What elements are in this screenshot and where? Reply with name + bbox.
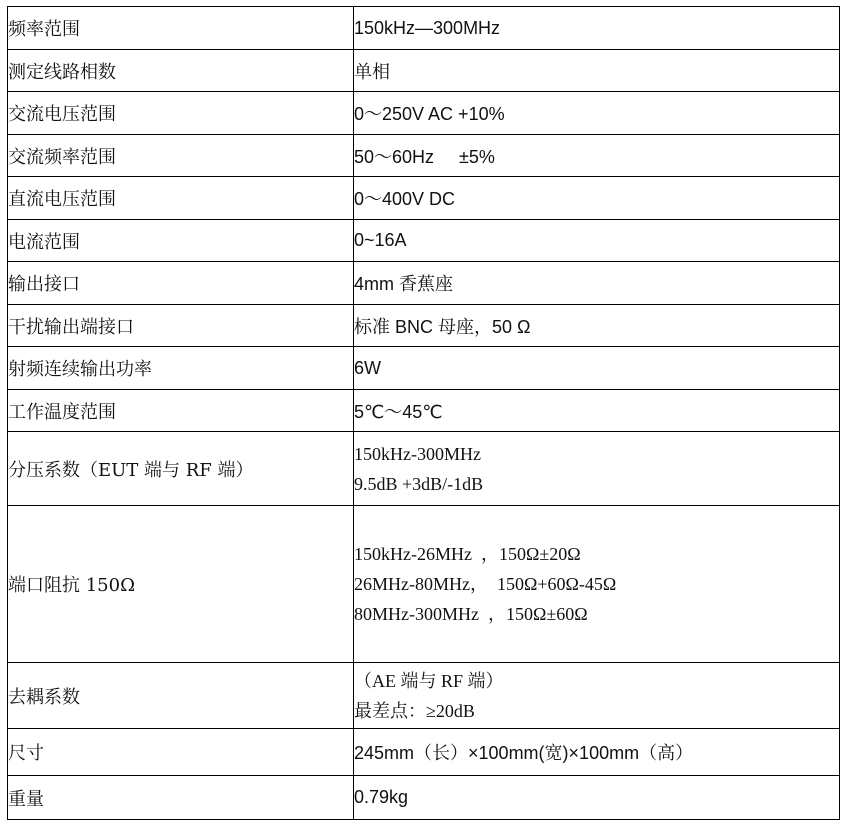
row-value: 245mm（长）×100mm(宽)×100mm（高） (354, 729, 840, 776)
table-row (8, 663, 840, 729)
row-value: 标准 BNC 母座，50 Ω (354, 305, 840, 347)
row-label: 交流频率范围 (8, 135, 354, 177)
table-row (8, 262, 840, 305)
row-label: 去耦系数 (8, 663, 354, 729)
value-line: 最差点：≥20dB (354, 700, 475, 721)
table-row (8, 432, 840, 506)
row-value: 0～250V AC +10% (354, 92, 840, 135)
value-line: 150kHz-300MHz (354, 443, 481, 464)
row-value: 50～60Hz ±5% (354, 135, 840, 177)
row-label: 工作温度范围 (8, 390, 354, 432)
row-value: 0~16A (354, 220, 840, 262)
row-label: 电流范围 (8, 220, 354, 262)
row-label: 频率范围 (8, 7, 354, 50)
spec-table (7, 6, 840, 820)
row-value (354, 506, 840, 663)
table-row (8, 50, 840, 92)
row-value (354, 663, 840, 729)
table-row (8, 506, 840, 663)
table-row (8, 776, 840, 820)
value-line: 9.5dB +3dB/-1dB (354, 473, 484, 494)
row-label: 输出接口 (8, 262, 354, 305)
row-label: 尺寸 (8, 729, 354, 776)
row-value: 单相 (354, 50, 840, 92)
table-row (8, 177, 840, 220)
row-value: 150kHz—300MHz (354, 7, 840, 50)
table-row (8, 92, 840, 135)
row-label: 直流电压范围 (8, 177, 354, 220)
row-value: 6W (354, 347, 840, 390)
row-label: 测定线路相数 (8, 50, 354, 92)
table-row (8, 390, 840, 432)
value-line: （AE 端与 RF 端） (354, 670, 504, 691)
row-value (354, 432, 840, 506)
row-label: 交流电压范围 (8, 92, 354, 135)
value-line: 80MHz-300MHz ，150Ω±60Ω (354, 604, 588, 624)
value-line: 150kHz-26MHz ，150Ω±20Ω (354, 544, 581, 564)
row-label: 射频连续输出功率 (8, 347, 354, 390)
row-label: 重量 (8, 776, 354, 820)
row-label: 端口阻抗 150Ω (8, 506, 354, 663)
row-label: 分压系数（EUT 端与 RF 端） (8, 432, 354, 506)
table-row (8, 7, 840, 50)
table-row (8, 135, 840, 177)
table-row (8, 347, 840, 390)
row-value: 0～400V DC (354, 177, 840, 220)
row-value: 5℃～45℃ (354, 390, 840, 432)
row-value: 4mm 香蕉座 (354, 262, 840, 305)
table-row (8, 220, 840, 262)
row-label: 干扰输出端接口 (8, 305, 354, 347)
value-line: 26MHz-80MHz， 150Ω+60Ω-45Ω (354, 574, 617, 594)
row-value: 0.79kg (354, 776, 840, 820)
table-row (8, 305, 840, 347)
table-row (8, 729, 840, 776)
